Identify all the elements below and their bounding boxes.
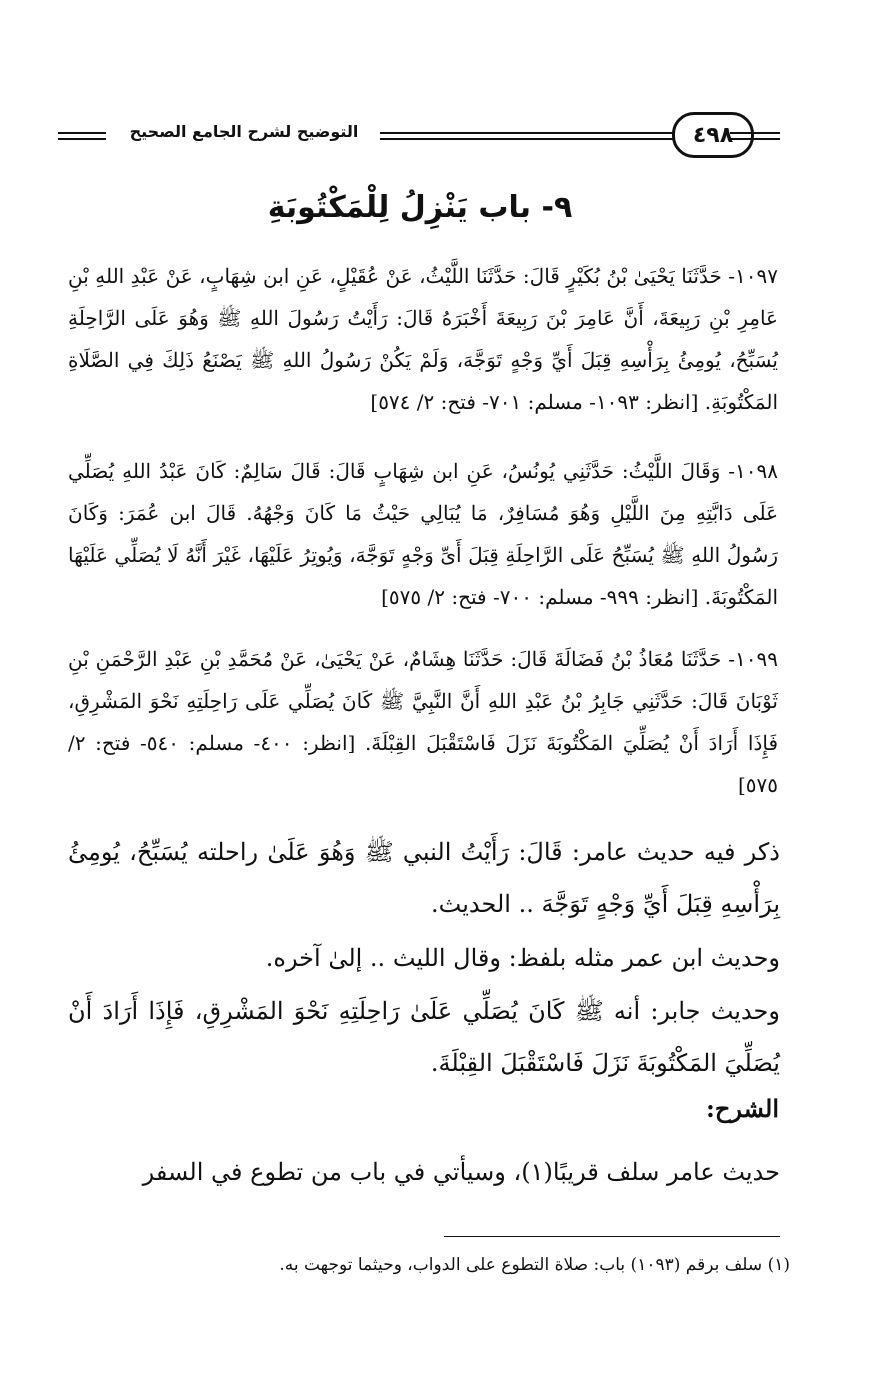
footnote-divider <box>444 1236 780 1237</box>
sharh-heading: الشرح: <box>706 1094 779 1123</box>
header-rule-left <box>58 132 106 140</box>
hadith-1098: ١٠٩٨- وَقَالَ اللَّيْثُ: حَدَّثَنِي يُونُسُ، عَنِ ابن شِهَابٍ قَالَ: قَالَ سَالِمٌ: كَانَ عَبْدُ اللهِ يُصَلِّي عَلَى دَابَّتِهِ مِنَ اللَّيْلِ وَهُوَ مُسَافِرٌ، مَا يُبَالِي حَيْثُ مَا كَانَ وَجْهُهُ. قَالَ ابن عُمَرَ: وَكَانَ رَسُولُ اللهِ ﷺ يُسَبِّحُ عَلَى الرَّاحِلَةِ قِبَلَ أَىِّ وَجْهٍ تَوَجَّهَ، وَيُوتِرُ عَلَيْهَا، غَيْرَ أَنَّهُ لَا يُصَلِّي عَلَيْهَا المَكْتُوبَةَ. [انظر: ٩٩٩- مسلم: ٧٠٠- فتح: ٢/ ٥٧٥] <box>68 459 778 609</box>
hadith-1099: ١٠٩٩- حَدَّثَنَا مُعَاذُ بْنُ فَضَالَةَ قَالَ: حَدَّثَنَا هِشَامٌ، عَنْ يَحْيَىٰ، عَنْ مُحَمَّدِ بْنِ عَبْدِ الرَّحْمَنِ بْنِ ثَوْبَانَ قَالَ: حَدَّثَنِي جَابِرُ بْنُ عَبْدِ اللهِ أَنَّ النَّبِيَّ ﷺ كَانَ يُصَلِّي عَلَى رَاحِلَتِهِ نَحْوَ المَشْرِقِ، فَإِذَا أَرَادَ أَنْ يُصَلِّيَ المَكْتُوبَةَ نَزَلَ فَاسْتَقْبَلَ القِبْلَةَ. [انظر: ٤٠٠- مسلم: ٥٤٠- فتح: ٢/ ٥٧٥] <box>68 647 779 797</box>
hadith-1097: ١٠٩٧- حَدَّثَنَا يَحْيَىٰ بْنُ بُكَيْرٍ قَالَ: حَدَّثَنَا اللَّيْثُ، عَنْ عُقَيْلٍ، عَنِ ابن شِهَابٍ، عَنْ عَبْدِ اللهِ بْنِ عَامِرِ بْنِ رَبِيعَةَ، أَنَّ عَامِرَ بْنَ رَبِيعَةَ أَخْبَرَهُ قَالَ: رَأَيْتُ رَسُولَ اللهِ ﷺ وَهُوَ عَلَى الرَّاحِلَةِ يُسَبِّحُ، يُومِئُ بِرَأْسِهِ قِبَلَ أَيِّ وَجْهٍ تَوَجَّهَ، وَلَمْ يَكُنْ رَسُولُ اللهِ ﷺ يَصْنَعُ ذَلِكَ فِي الصَّلَاةِ المَكْتُوبَةِ. [انظر: ١٠٩٣- مسلم: ٧٠١- فتح: ٢/ ٥٧٤] <box>68 264 778 414</box>
running-title: التوضيح لشرح الجامع الصحيح <box>129 122 359 141</box>
commentary-paragraph-3: وحديث جابر: أنه ﷺ كَانَ يُصَلِّي عَلَىٰ رَاحِلَتِهِ نَحْوَ المَشْرِقِ، فَإِذَا أَرَادَ أَنْ يُصَلِّيَ المَكْتُوبَةَ نَزَلَ فَاسْتَقْبَلَ القِبْلَةَ. <box>68 997 780 1077</box>
chapter-title: ٩- باب يَنْزِلُ لِلْمَكْتُوبَةِ <box>267 190 573 225</box>
footnote: (١) سلف برقم (١٠٩٣) باب: صلاة التطوع على الدواب، وحيثما توجهت به. <box>279 1255 790 1275</box>
page-number: ٤٩٨ <box>672 112 754 158</box>
commentary-paragraph-1: ذكر فيه حديث عامر: قَالَ: رَأَيْتُ النبي ﷺ وَهُوَ عَلَىٰ راحلته يُسَبِّحُ، يُومِئُ بِرَأْسِهِ قِبَلَ أَيِّ وَجْهٍ تَوَجَّهَ .. الحديث. <box>68 838 780 918</box>
commentary-paragraph-4: حديث عامر سلف قريبًا(١)، وسيأتي في باب من تطوع في السفر <box>142 1158 780 1186</box>
page-header <box>58 112 780 158</box>
header-rule-middle <box>380 132 680 140</box>
header-rule-right <box>730 132 780 140</box>
commentary-paragraph-2: وحديث ابن عمر مثله بلفظ: وقال الليث .. إلىٰ آخره. <box>265 944 780 972</box>
